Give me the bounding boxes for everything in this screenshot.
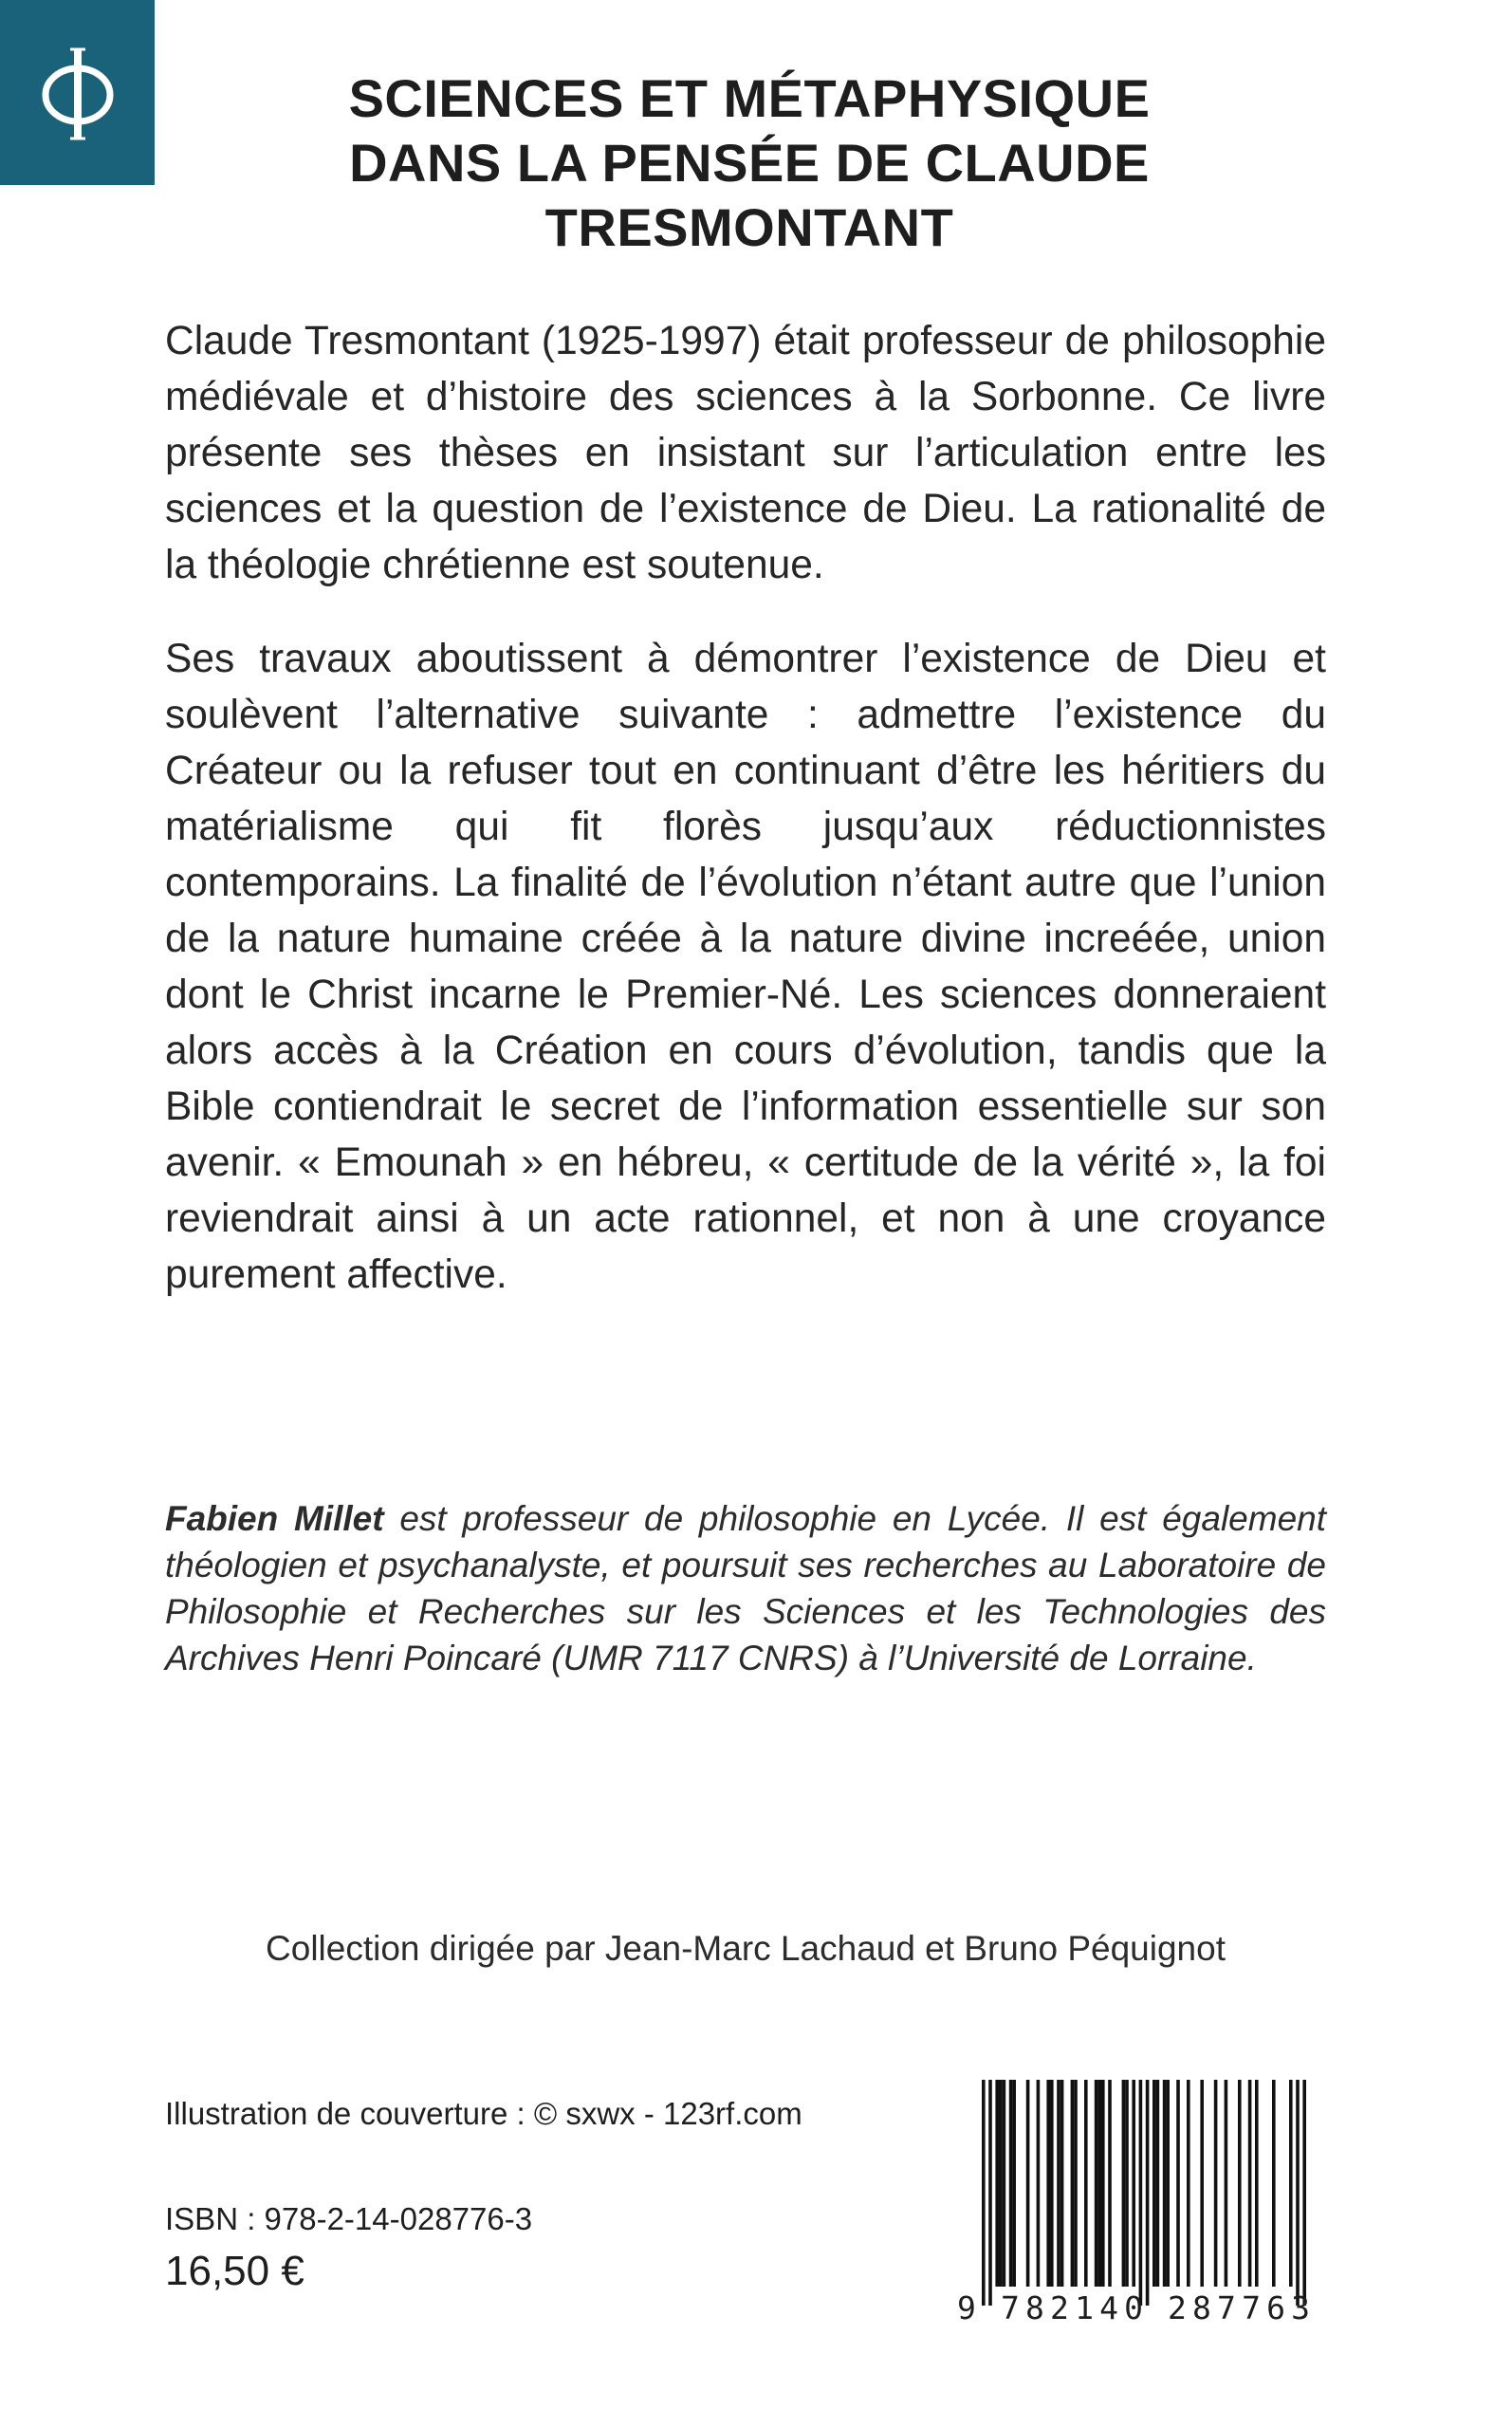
barcode-bar — [1132, 2080, 1135, 2287]
barcode-bar — [995, 2080, 999, 2287]
barcode-bar — [1050, 2080, 1054, 2287]
barcode-graphic — [953, 2080, 1333, 2326]
barcode-bar — [1074, 2080, 1078, 2287]
author-bio-text: est professeur de philosophie en Lycée. Il est également théologien et psychanalyste, et poursuit ses recherches au Laboratoire de Philosophie et Recherches sur les Sciences et les Technologies des Archives Henri Poincaré (UMR 7117 CNRS) à l’Université de Lorraine. — [165, 1499, 1326, 1677]
barcode-bar — [1156, 2080, 1160, 2287]
barcode-bar — [1146, 2080, 1150, 2306]
barcode-digit-lead: 9 — [957, 2289, 976, 2326]
barcode-bar — [1095, 2080, 1098, 2287]
barcode-bar — [1026, 2080, 1030, 2287]
barcode-bar — [1097, 2080, 1101, 2287]
cover-illustration-credit: Illustration de couverture : © sxwx - 123rf.com — [165, 2096, 802, 2131]
publisher-logo — [0, 0, 155, 185]
book-title-line-1: SCIENCES ET MÉTAPHYSIQUE — [348, 68, 1151, 128]
barcode-bar — [1255, 2080, 1259, 2287]
barcode-bar — [999, 2080, 1003, 2287]
barcode — [953, 2080, 1333, 2326]
author-bio — [165, 1495, 1326, 1681]
barcode-bar — [1139, 2080, 1143, 2306]
barcode-bar — [1125, 2080, 1129, 2287]
book-title — [218, 66, 1281, 260]
barcode-bar — [1302, 2080, 1306, 2306]
phi-logo-icon — [32, 36, 123, 150]
barcode-digits-left: 782140 — [1001, 2289, 1143, 2326]
barcode-bar — [1012, 2080, 1016, 2287]
summary-paragraph-1: Claude Tresmontant (1925-1997) était professeur de philosophie médiévale et d’histoire des sciences à la Sorbonne. Ce livre présente ses thèses en insistant sur l’articulation entre les sciences et la question de l’existence de Dieu. La rationalité de la théologie chrétienne est soutenue. — [165, 319, 1326, 587]
barcode-bar — [1238, 2080, 1242, 2287]
barcode-bar — [1200, 2080, 1204, 2287]
barcode-bar — [1122, 2080, 1126, 2287]
barcode-bar — [1108, 2080, 1112, 2287]
barcode-bar — [1046, 2080, 1050, 2287]
barcode-bar — [1057, 2080, 1060, 2287]
barcode-bar — [1214, 2080, 1218, 2287]
summary-paragraph-2: Ses travaux aboutissent à démontrer l’existence de Dieu et soulèvent l’alternative suivante : admettre l’existence du Créateur ou la refuser tout en continuant d’être les héritiers du matérialisme qui fit florès jusqu’aux réductionnistes contemporains. La finalité de l’évolution n’étant autre que l’union de la nature humaine créée à la nature divine increéée, union dont le Christ incarne le Premier-Né. Les sciences donneraient alors accès à la Création en cours d’évolution, tandis que la Bible contiendrait le secret de l’information essentielle sur son avenir. « Emounah » en hébreu, « certitude de la vérité », la foi reviendrait ainsi à un acte rationnel, et non à une croyance purement affective. — [165, 637, 1326, 1297]
isbn: ISBN : 978-2-14-028776-3 — [165, 2201, 533, 2236]
barcode-bar — [1296, 2080, 1300, 2306]
barcode-bar — [1037, 2080, 1041, 2287]
barcode-bar — [988, 2080, 992, 2306]
barcode-digits-right: 287763 — [1168, 2289, 1310, 2326]
barcode-bar — [1003, 2080, 1006, 2287]
barcode-bar — [1225, 2080, 1228, 2287]
barcode-bar — [1289, 2080, 1293, 2287]
barcode-bar — [1009, 2080, 1013, 2287]
barcode-bar — [1060, 2080, 1064, 2287]
barcode-bar — [1101, 2080, 1105, 2287]
barcode-bar — [1176, 2080, 1180, 2287]
book-title-line-2: DANS LA PENSÉE DE CLAUDE TRESMONTANT — [349, 133, 1150, 257]
barcode-bar — [1272, 2080, 1276, 2287]
barcode-bar — [1248, 2080, 1252, 2287]
author-name: Fabien Millet — [165, 1499, 384, 1538]
barcode-bar — [1084, 2080, 1088, 2287]
barcode-bar — [1166, 2080, 1170, 2287]
barcode-bar — [1187, 2080, 1190, 2287]
barcode-bar — [1071, 2080, 1075, 2287]
barcode-bar — [1152, 2080, 1156, 2287]
barcode-bar — [1163, 2080, 1167, 2287]
barcode-bar — [982, 2080, 986, 2306]
collection-directors: Collection dirigée par Jean-Marc Lachaud et Bruno Péquignot — [266, 1929, 1226, 1968]
price: 16,50 € — [165, 2248, 304, 2294]
